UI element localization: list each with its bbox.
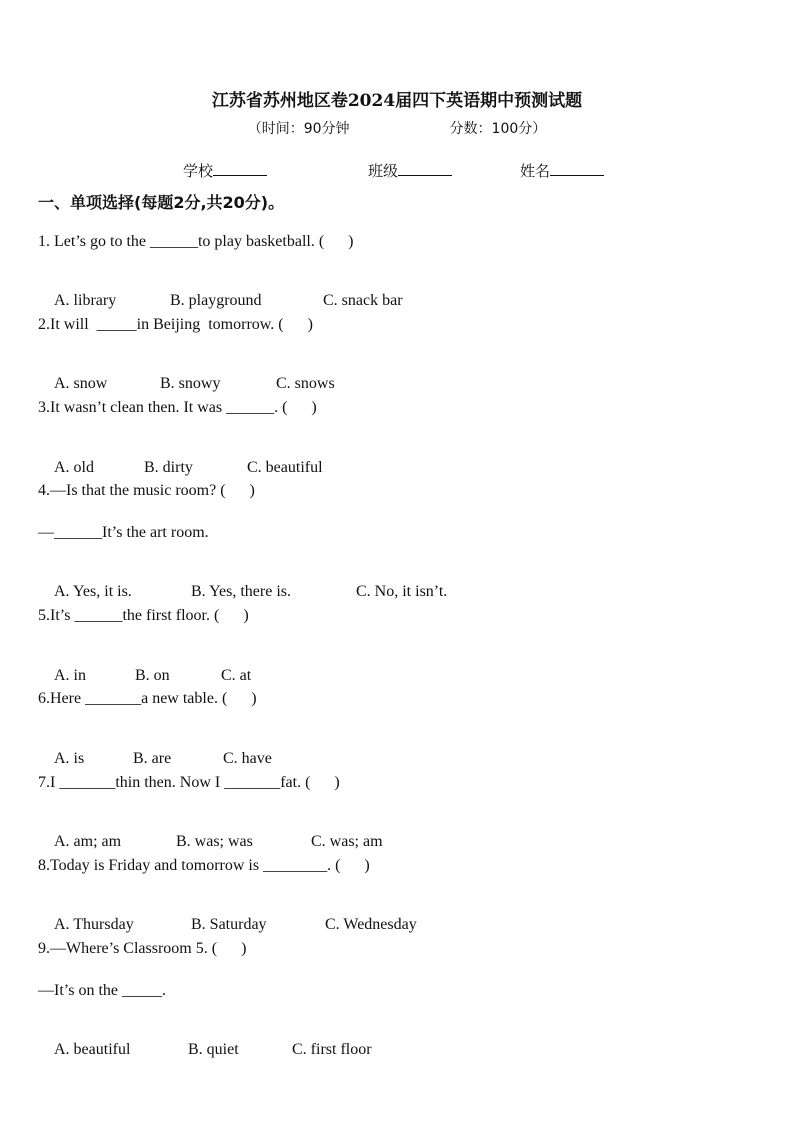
option-a[interactable]: A. in <box>54 667 86 684</box>
option-c[interactable]: C. have <box>223 750 272 767</box>
question-stem: 7.I _______thin then. Now I _______fat. ( ) <box>38 774 340 791</box>
option-a[interactable]: A. library <box>54 292 117 309</box>
question-stem: 6.Here _______a new table. ( ) <box>38 690 257 707</box>
option-c[interactable]: C. at <box>221 667 252 684</box>
name-field[interactable] <box>520 160 604 181</box>
class-field[interactable] <box>368 160 452 181</box>
option-b[interactable]: B. Yes, there is. <box>191 583 292 600</box>
option-b[interactable]: B. dirty <box>144 459 193 476</box>
option-a[interactable]: A. snow <box>54 375 108 392</box>
option-b[interactable]: B. playground <box>170 292 262 309</box>
option-b[interactable]: B. quiet <box>188 1041 239 1058</box>
option-b[interactable]: B. was; was <box>176 833 253 850</box>
question-stem-reply: —______It’s the art room. <box>38 524 209 541</box>
option-c[interactable]: C. snows <box>276 375 335 392</box>
option-a[interactable]: A. old <box>54 459 94 476</box>
option-b[interactable]: B. Saturday <box>191 916 267 933</box>
question-stem: 4.—Is that the music room? ( ) <box>38 482 255 499</box>
option-c[interactable]: C. No, it isn’t. <box>356 583 448 600</box>
exam-time: （时间：90分钟 <box>247 121 350 137</box>
option-b[interactable]: B. on <box>135 667 170 684</box>
question-options <box>38 1023 372 1077</box>
exam-score: 分数：100分） <box>449 121 547 137</box>
option-b[interactable]: B. snowy <box>160 375 221 392</box>
section-heading: 一、单项选择(每题2分,共20分)。 <box>38 193 285 212</box>
option-c[interactable]: C. beautiful <box>247 459 323 476</box>
option-c[interactable]: C. Wednesday <box>325 916 417 933</box>
option-c[interactable]: C. snack bar <box>323 292 403 309</box>
option-a[interactable]: A. is <box>54 750 85 767</box>
question-stem: 8.Today is Friday and tomorrow is ________. ( ) <box>38 857 370 874</box>
page-title: 江苏省苏州地区卷2024届四下英语期中预测试题 <box>211 91 583 111</box>
question-stem: 9.—Where’s Classroom 5. ( ) <box>38 940 247 957</box>
name-label: 姓名 <box>520 162 551 180</box>
exam-meta <box>0 118 794 138</box>
option-a[interactable]: A. beautiful <box>54 1041 131 1058</box>
option-c[interactable]: C. first floor <box>292 1041 372 1058</box>
class-blank[interactable] <box>398 161 452 176</box>
class-label: 班级 <box>368 162 399 180</box>
school-blank[interactable] <box>213 161 267 176</box>
option-b[interactable]: B. are <box>133 750 172 767</box>
option-c[interactable]: C. was; am <box>311 833 383 850</box>
option-a[interactable]: A. am; am <box>54 833 122 850</box>
question-stem: 3.It wasn’t clean then. It was ______. ( ) <box>38 399 317 416</box>
question-stem: 5.It’s ______the first floor. ( ) <box>38 607 249 624</box>
school-label: 学校 <box>183 162 214 180</box>
name-blank[interactable] <box>550 161 604 176</box>
option-a[interactable]: A. Yes, it is. <box>54 583 132 600</box>
option-a[interactable]: A. Thursday <box>54 916 134 933</box>
question-stem: 2.It will _____in Beijing tomorrow. ( ) <box>38 316 313 333</box>
question-stem: 1. Let’s go to the ______to play basketball. ( ) <box>38 233 354 250</box>
school-field[interactable] <box>183 160 267 181</box>
question-stem-reply: —It’s on the _____. <box>38 982 166 999</box>
